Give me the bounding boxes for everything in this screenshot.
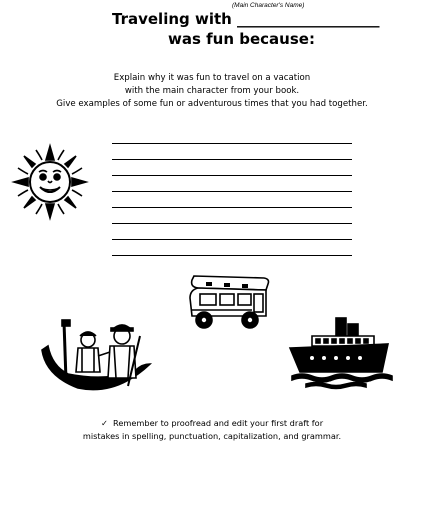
writing-line[interactable]: [112, 255, 352, 256]
page-title-line1: Traveling with ___________________: [112, 10, 380, 28]
sun-icon: [10, 142, 90, 222]
page-title-line2: was fun because:: [168, 30, 315, 48]
writing-line[interactable]: [112, 191, 352, 192]
instruction-line-2: with the main character from your book.: [124, 86, 300, 96]
ship-icon: [286, 314, 396, 392]
writing-line[interactable]: [112, 239, 352, 240]
writing-line[interactable]: [112, 159, 352, 160]
writing-line[interactable]: [112, 175, 352, 176]
main-character-caption: (Main Character's Name): [232, 2, 305, 9]
gondola-icon: [38, 316, 158, 398]
instruction-line-3: Give examples of some fun or adventurous times that you had together.: [56, 99, 368, 109]
checkmark-icon: ✓: [100, 418, 108, 428]
writing-line[interactable]: [112, 223, 352, 224]
footer-line-2: mistakes in spelling, punctuation, capitalization, and grammar.: [82, 431, 342, 441]
footer-text-1: Remember to proofread and edit your first draft for: [113, 418, 324, 428]
writing-line[interactable]: [112, 143, 352, 144]
instruction-line-1: Explain why it was fun to travel on a vacation: [113, 73, 311, 83]
writing-line[interactable]: [112, 207, 352, 208]
footer-line-1: [0, 418, 424, 428]
bus-icon: [184, 270, 274, 332]
